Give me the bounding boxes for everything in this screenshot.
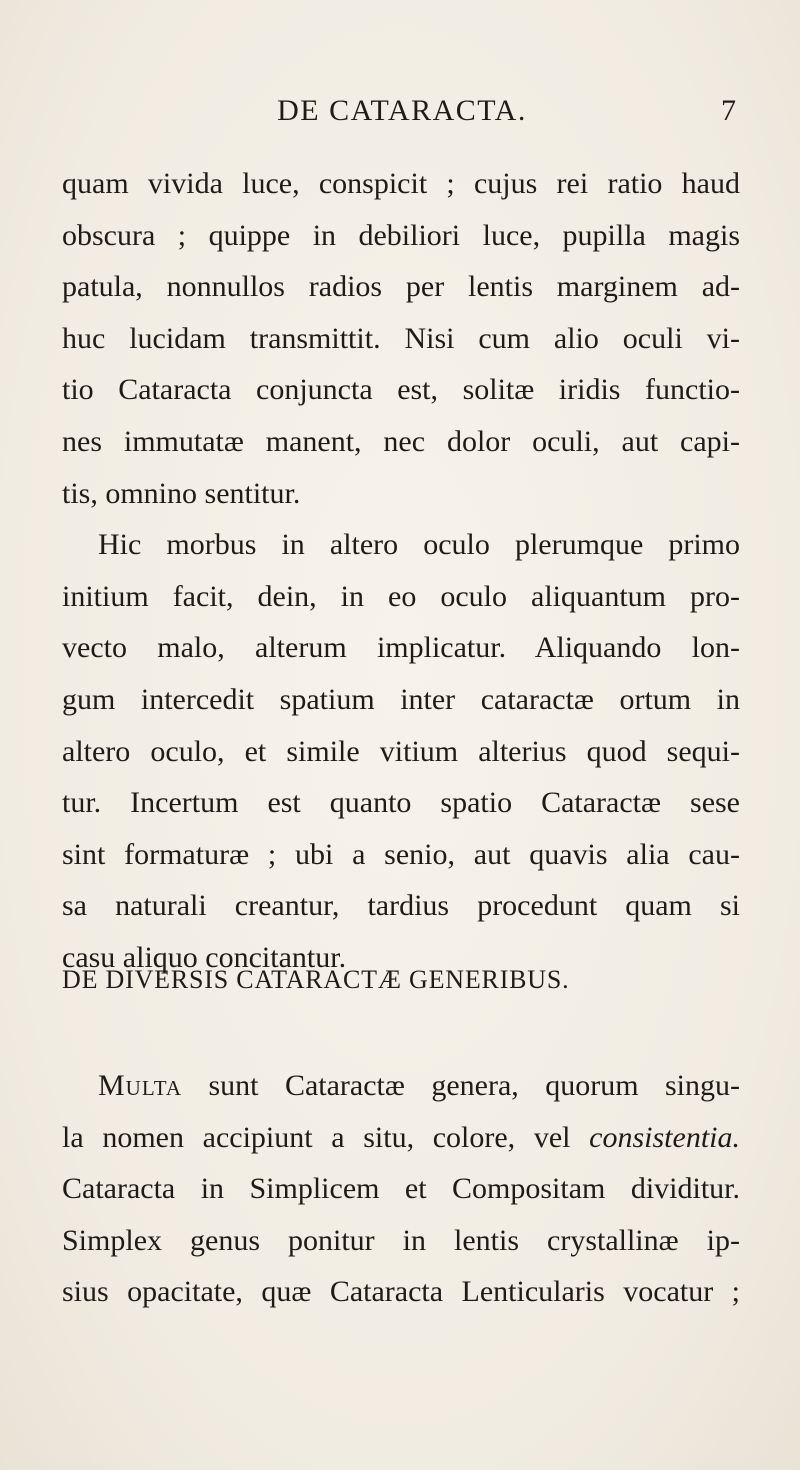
text-line: Simplex genus ponitur in lentis crystallinæ ip-	[62, 1223, 740, 1257]
text-line: gum intercedit spatium inter cataractæ ortum in	[62, 682, 740, 716]
text-line: casu aliquo concitantur.	[62, 940, 347, 974]
paragraph-block-1	[62, 158, 740, 984]
text-line	[62, 1112, 740, 1164]
text-line: sint formaturæ ; ubi a senio, aut quavis alia cau-	[62, 837, 740, 871]
text-line: tur. Incertum est quanto spatio Cataractæ sese	[62, 786, 740, 820]
section-heading: DE DIVERSIS CATARACTÆ GENERIBUS.	[62, 965, 570, 994]
text-line: nes immutatæ manent, nec dolor oculi, aut capi-	[62, 424, 740, 458]
text-line: quam vivida luce, conspicit ; cujus rei ratio haud	[62, 167, 740, 200]
text-line: vecto malo, alterum implicatur. Aliquando lon-	[62, 631, 740, 665]
running-head: DE CATARACTA.	[277, 94, 527, 127]
page-number: 7	[721, 94, 736, 127]
text-line: Hic morbus in altero oculo plerumque primo	[98, 528, 740, 562]
text-line: sius opacitate, quæ Cataracta Lenticularis vocatur ;	[62, 1275, 740, 1309]
drop-word: Multa	[98, 1069, 183, 1102]
italic-term: consistentia.	[589, 1120, 740, 1154]
text-line: tis, omnino sentitur.	[62, 476, 301, 510]
text-line: tio Cataracta conjuncta est, solitæ iridis functio-	[62, 373, 740, 407]
text-line: patula, nonnullos radios per lentis marginem ad-	[62, 270, 740, 304]
text-line: sa naturali creantur, tardius procedunt quam si	[62, 889, 740, 923]
paragraph-block-2	[62, 1060, 740, 1318]
text-line: Cataracta in Simplicem et Compositam dividitur.	[62, 1172, 740, 1206]
text-run: la nomen accipiunt a situ, colore, vel	[62, 1120, 590, 1154]
text-line: huc lucidam transmittit. Nisi cum alio oculi vi-	[62, 321, 740, 355]
text-line: altero oculo, et simile vitium alterius quod sequi-	[62, 734, 740, 768]
text-line: initium facit, dein, in eo oculo aliquantum pro-	[62, 579, 740, 613]
text-line	[62, 1060, 740, 1112]
text-line: obscura ; quippe in debiliori luce, pupilla magis	[62, 218, 740, 252]
text-run: sunt Cataractæ genera, quorum singu-	[182, 1069, 740, 1102]
